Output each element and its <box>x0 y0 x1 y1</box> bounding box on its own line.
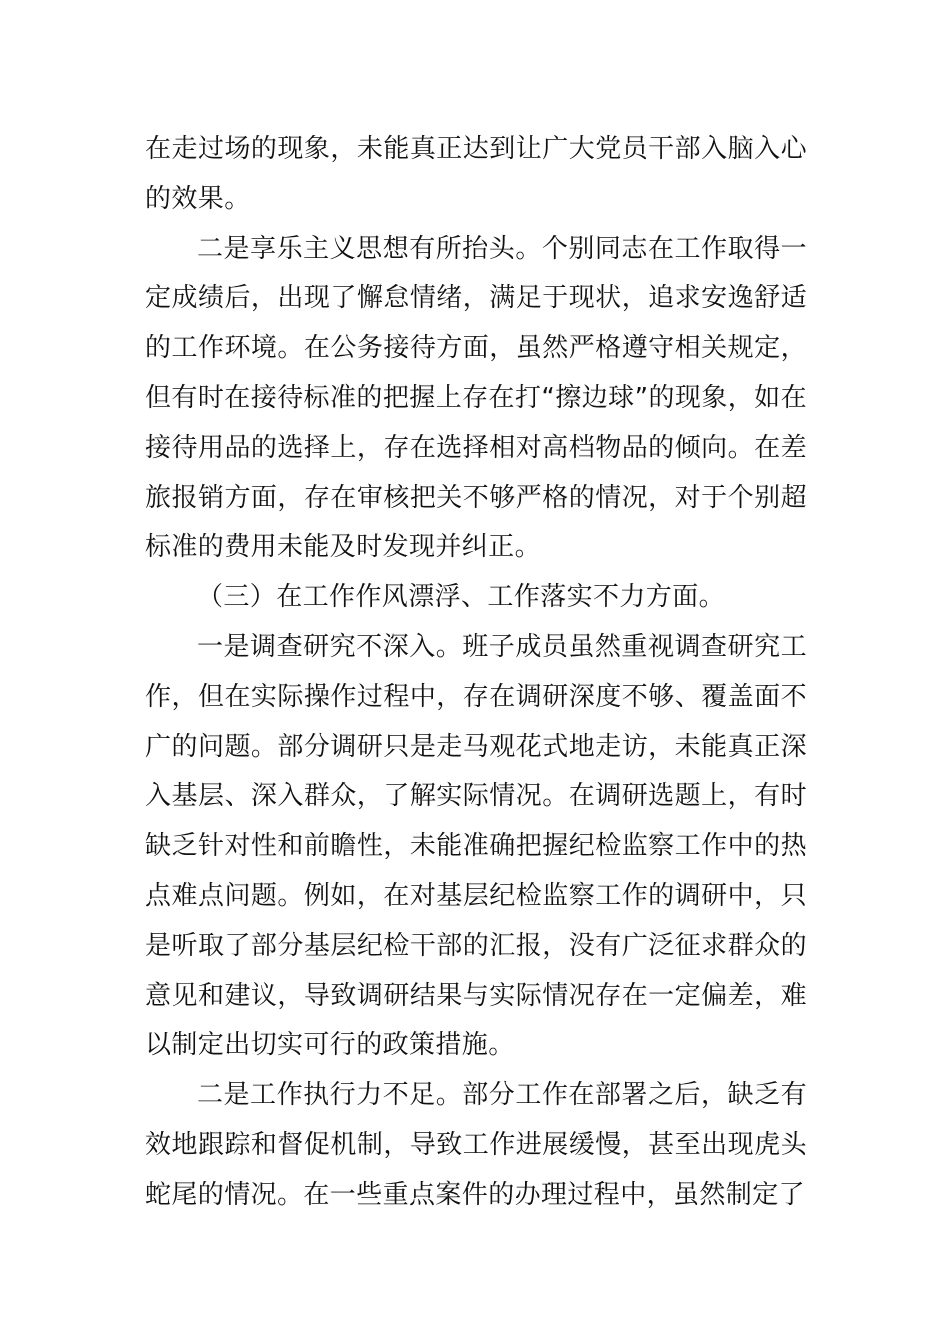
section-heading-3: （三）在工作作风漂浮、工作落实不力方面。 <box>197 582 726 613</box>
paragraph-continuation: 在走过场的现象，未能真正达到让广大党员干部入脑入心的效果。 <box>145 134 807 214</box>
paragraph-research: 一是调查研究不深入。班子成员虽然重视调查研究工作，但在实际操作过程中，存在调研深度不够、覆盖面不广的问题。部分调研只是走马观花式地走访，未能真正深入基层、深入群众，了解实际情况。在调研选题上，有时缺乏针对性和前瞻性，未能准确把握纪检监察工作中的热点难点问题。例如，在对基层纪检监察工作的调研中，只是听取了部分基层纪检干部的汇报，没有广泛征求群众的意见和建议，导致调研结果与实际情况存在一定偏差，难以制定出切实可行的政策措施。 <box>145 631 807 1061</box>
paragraph-hedonism: 二是享乐主义思想有所抬头。个别同志在工作取得一定成绩后，出现了懈怠情绪，满足于现状，追求安逸舒适的工作环境。在公务接待方面，虽然严格遵守相关规定，但有时在接待标准的把握上存在打“擦边球”的现象，如在接待用品的选择上，存在选择相对高档物品的倾向。在差旅报销方面，存在审核把关不够严格的情况，对于个别超标准的费用未能及时发现并纠正。 <box>145 233 807 563</box>
document-body <box>145 125 807 1221</box>
paragraph-execution: 二是工作执行力不足。部分工作在部署之后，缺乏有效地跟踪和督促机制，导致工作进展缓慢，甚至出现虎头蛇尾的情况。在一些重点案件的办理过程中，虽然制定了 <box>145 1080 807 1210</box>
